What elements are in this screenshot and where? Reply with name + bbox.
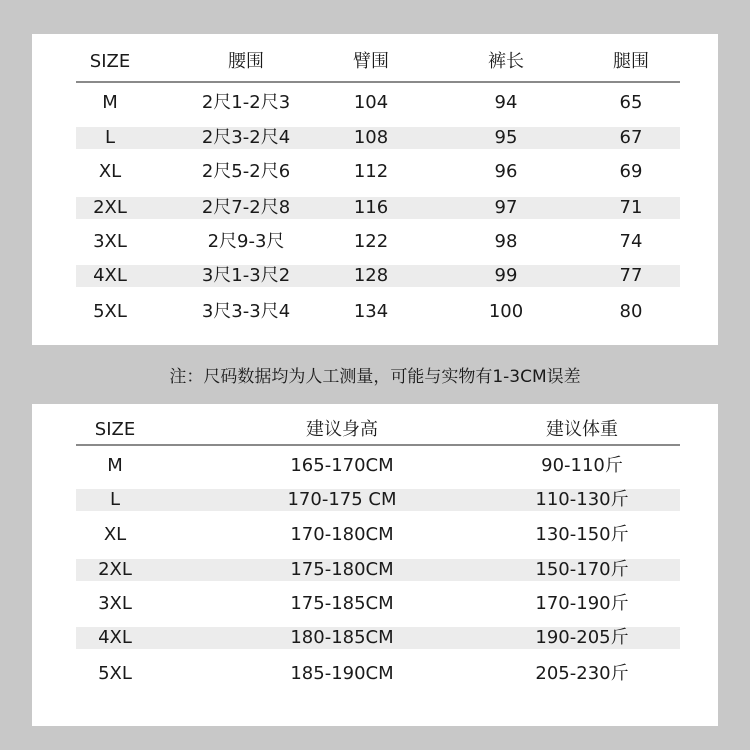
size-cell: XL [98, 161, 122, 182]
table-row [76, 663, 680, 685]
weight-cell: 90-110斤 [541, 455, 623, 476]
header-height: 建议身高 [306, 419, 378, 440]
table-row [76, 161, 680, 183]
waist-cell: 2尺9-3尺 [207, 231, 285, 252]
thigh-cell: 69 [619, 161, 643, 182]
pants-length-cell: 95 [494, 127, 518, 148]
header-size: SIZE [94, 419, 136, 440]
arm-cell: 108 [353, 127, 389, 148]
fit-chart-card [32, 404, 718, 726]
size-cell: 5XL [98, 663, 132, 684]
pants-length-cell: 96 [494, 161, 518, 182]
size-cell: 5XL [93, 301, 127, 322]
arm-cell: 128 [353, 265, 389, 286]
thigh-cell: 77 [619, 265, 643, 286]
arm-cell: 116 [353, 197, 389, 218]
waist-cell: 3尺3-3尺4 [201, 301, 291, 322]
arm-cell: 134 [353, 301, 389, 322]
pants-length-cell: 100 [488, 301, 524, 322]
pants-length-cell: 97 [494, 197, 518, 218]
fit-chart-header-row [76, 419, 680, 441]
thigh-cell: 71 [619, 197, 643, 218]
size-chart-card [32, 34, 718, 345]
size-cell: 4XL [93, 265, 127, 286]
weight-cell: 150-170斤 [535, 559, 629, 580]
table-row [76, 301, 680, 323]
thigh-cell: 65 [619, 92, 643, 113]
size-chart-header-row [76, 51, 680, 73]
table-row [76, 265, 680, 287]
size-cell: M [107, 455, 123, 476]
size-cell: M [102, 92, 118, 113]
waist-cell: 2尺5-2尺6 [201, 161, 291, 182]
size-cell: L [109, 489, 121, 510]
size-cell: 3XL [93, 231, 127, 252]
table-row [76, 524, 680, 546]
header-size: SIZE [89, 51, 131, 72]
size-cell: XL [103, 524, 127, 545]
header-weight: 建议体重 [546, 419, 618, 440]
weight-cell: 205-230斤 [535, 663, 629, 684]
weight-cell: 170-190斤 [535, 593, 629, 614]
height-cell: 175-180CM [290, 559, 394, 580]
table-row [76, 627, 680, 649]
size-cell: 3XL [98, 593, 132, 614]
weight-cell: 190-205斤 [535, 627, 629, 648]
weight-cell: 110-130斤 [535, 489, 629, 510]
table-row [76, 127, 680, 149]
weight-cell: 130-150斤 [535, 524, 629, 545]
arm-cell: 112 [353, 161, 389, 182]
arm-cell: 122 [353, 231, 389, 252]
size-cell: 2XL [98, 559, 132, 580]
waist-cell: 2尺7-2尺8 [201, 197, 291, 218]
header-thigh: 腿围 [613, 51, 649, 72]
waist-cell: 2尺1-2尺3 [201, 92, 291, 113]
table-row [76, 593, 680, 615]
height-cell: 170-180CM [290, 524, 394, 545]
arm-cell: 104 [353, 92, 389, 113]
height-cell: 170-175 CM [287, 489, 397, 510]
header-waist: 腰围 [228, 51, 264, 72]
size-cell: 2XL [93, 197, 127, 218]
header-arm: 臂围 [353, 51, 389, 72]
thigh-cell: 80 [619, 301, 643, 322]
pants-length-cell: 99 [494, 265, 518, 286]
height-cell: 165-170CM [290, 455, 394, 476]
measurement-note: 注：尺码数据均为人工测量，可能与实物有1-3CM误差 [169, 367, 581, 387]
waist-cell: 2尺3-2尺4 [201, 127, 291, 148]
table-row [76, 197, 680, 219]
table-row [76, 231, 680, 253]
size-cell: L [104, 127, 116, 148]
pants-length-cell: 98 [494, 231, 518, 252]
pants-length-cell: 94 [494, 92, 518, 113]
table-row [76, 92, 680, 114]
height-cell: 180-185CM [290, 627, 394, 648]
fit-chart-divider [76, 444, 680, 446]
table-row [76, 455, 680, 477]
thigh-cell: 67 [619, 127, 643, 148]
height-cell: 175-185CM [290, 593, 394, 614]
table-row [76, 489, 680, 511]
size-cell: 4XL [98, 627, 132, 648]
table-row [76, 559, 680, 581]
header-pants-length: 裤长 [488, 51, 524, 72]
height-cell: 185-190CM [290, 663, 394, 684]
size-chart-divider [76, 81, 680, 83]
thigh-cell: 74 [619, 231, 643, 252]
waist-cell: 3尺1-3尺2 [201, 265, 291, 286]
